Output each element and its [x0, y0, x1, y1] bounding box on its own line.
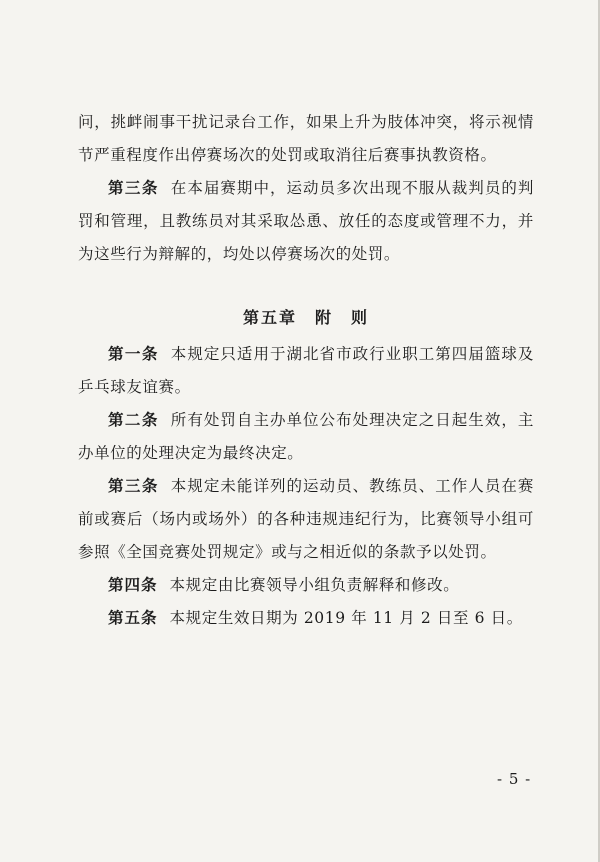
article-lead: 第三条: [108, 477, 159, 495]
article-lead: 第一条: [108, 345, 159, 363]
article-body: 本规定生效日期为 2019 年 11 月 2 日至 6 日。: [169, 609, 523, 627]
article-lead: 第二条: [108, 411, 159, 429]
page-body: [78, 106, 534, 635]
article-lead: 第五条: [108, 609, 158, 627]
chapter5-article-4: [78, 569, 534, 602]
chapter5-article-1: [78, 338, 534, 404]
article-body: 本规定未能详列的运动员、教练员、工作人员在赛前或赛后（场内或场外）的各种违规违纪行为，比赛领导小组可参照《全国竞赛处罚规定》或与之相近似的条款予以处罚。: [78, 477, 534, 561]
article-lead: 第四条: [108, 576, 158, 594]
chapter5-article-2: [78, 404, 534, 470]
section4-article-3: [78, 172, 534, 271]
article-body: 本规定由比赛领导小组负责解释和修改。: [169, 576, 460, 594]
continued-paragraph: 问，挑衅闹事干扰记录台工作，如果上升为肢体冲突，将示视情节严重程度作出停赛场次的处罚或取消往后赛事执教资格。: [78, 113, 534, 164]
chapter5-article-3: [78, 470, 534, 569]
chapter-title: 第五章 附 则: [242, 308, 369, 327]
article-body: 在本届赛期中，运动员多次出现不服从裁判员的判罚和管理，且教练员对其采取怂恿、放任的态度或管理不力，并为这些行为辩解的，均处以停赛场次的处罚。: [78, 179, 534, 263]
page-number: - 5 -: [497, 770, 532, 788]
article-lead: 第三条: [108, 179, 159, 197]
chapter5-article-5: [78, 602, 534, 635]
article-body: 所有处罚自主办单位公布处理决定之日起生效，主办单位的处理决定为最终决定。: [78, 411, 534, 462]
article-body: 本规定只适用于湖北省市政行业职工第四届篮球及乒乓球友谊赛。: [78, 345, 534, 396]
